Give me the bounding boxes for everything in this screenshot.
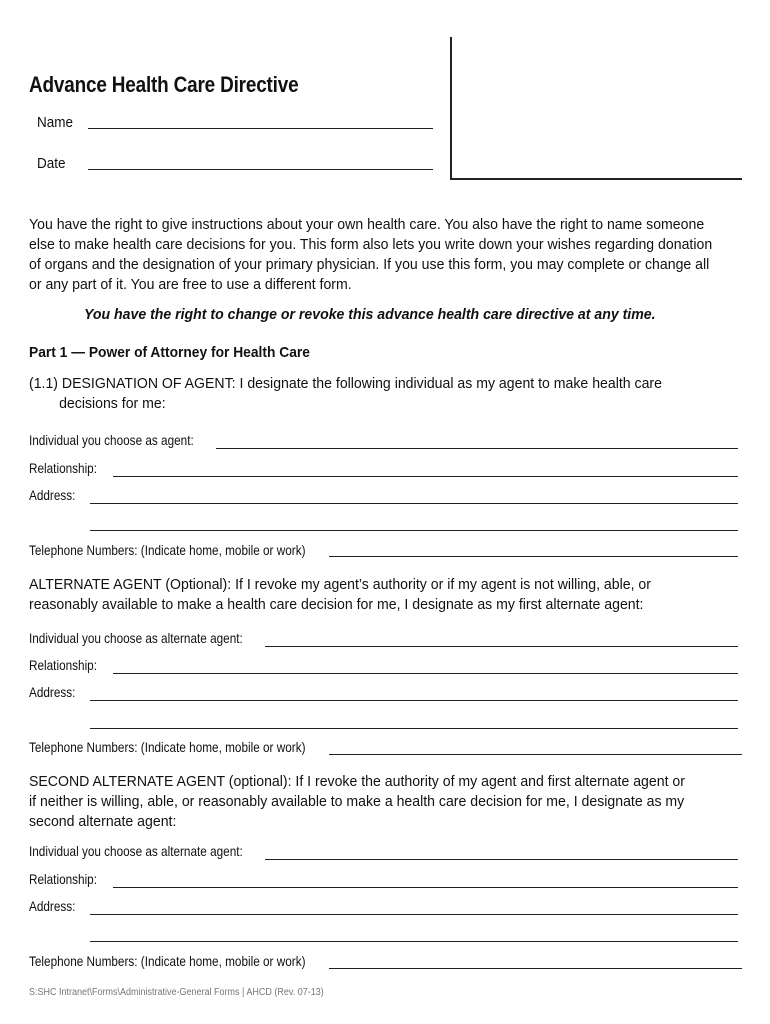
name-field[interactable] xyxy=(88,128,433,129)
label-box-bottom-border xyxy=(450,178,742,180)
agent-address-field-line1[interactable] xyxy=(90,503,738,504)
agent-address-label: Address: xyxy=(29,487,76,503)
agent-individual-label: Individual you choose as agent: xyxy=(29,432,194,448)
intro-line: else to make health care decisions for you. This form also lets you write down your wishes regarding donation xyxy=(29,236,713,253)
second-alternate-relationship-label: Relationship: xyxy=(29,871,97,887)
second-alternate-address-field-line2[interactable] xyxy=(90,941,738,942)
alternate-telephone-label: Telephone Numbers: (Indicate home, mobile or work) xyxy=(29,739,306,755)
second-alternate-individual-label: Individual you choose as alternate agent: xyxy=(29,843,243,859)
second-alternate-telephone-field[interactable] xyxy=(329,968,742,969)
agent-telephone-field[interactable] xyxy=(329,556,738,557)
intro-line: You have the right to give instructions about your own health care. You also have the right to name someone xyxy=(29,216,705,233)
second-alternate-address-field-line1[interactable] xyxy=(90,914,738,915)
label-box-left-border xyxy=(450,37,452,180)
agent-text-line: (1.1) DESIGNATION OF AGENT: I designate the following individual as my agent to make health care xyxy=(29,375,662,392)
alternate-individual-label: Individual you choose as alternate agent: xyxy=(29,630,243,646)
second-alternate-individual-field[interactable] xyxy=(265,859,738,860)
agent-address-field-line2[interactable] xyxy=(90,530,738,531)
intro-line: of organs and the designation of your primary physician. If you use this form, you may complete or change all xyxy=(29,256,710,273)
second-alternate-relationship-field[interactable] xyxy=(113,887,738,888)
alternate-individual-field[interactable] xyxy=(265,646,738,647)
alternate-relationship-label: Relationship: xyxy=(29,657,97,673)
name-label: Name xyxy=(37,114,74,131)
intro-line: or any part of it. You are free to use a different form. xyxy=(29,276,352,293)
page-title: Advance Health Care Directive xyxy=(29,72,299,97)
date-field[interactable] xyxy=(88,169,433,170)
agent-telephone-label: Telephone Numbers: (Indicate home, mobile or work) xyxy=(29,542,306,558)
agent-designation-text xyxy=(29,374,662,414)
alternate-address-label: Address: xyxy=(29,684,76,700)
alternate-text-line: reasonably available to make a health care decision for me, I designate as my first alternate agent: xyxy=(29,596,644,613)
agent-text-line: decisions for me: xyxy=(59,395,166,412)
intro-paragraph xyxy=(29,215,725,295)
second-alternate-agent-text xyxy=(29,772,685,832)
agent-relationship-field[interactable] xyxy=(113,476,738,477)
agent-individual-field[interactable] xyxy=(216,448,738,449)
agent-relationship-label: Relationship: xyxy=(29,460,97,476)
part1-heading: Part 1 — Power of Attorney for Health Care xyxy=(29,344,310,361)
alternate-telephone-field[interactable] xyxy=(329,754,742,755)
alternate-address-field-line2[interactable] xyxy=(90,728,738,729)
second-alternate-text-line: second alternate agent: xyxy=(29,813,177,830)
second-alternate-text-line: SECOND ALTERNATE AGENT (optional): If I revoke the authority of my agent and first alternate agent or xyxy=(29,773,685,790)
form-footer: S:SHC Intranet\Forms\Administrative-General Forms | AHCD (Rev. 07-13) xyxy=(29,987,324,998)
alternate-relationship-field[interactable] xyxy=(113,673,738,674)
date-label: Date xyxy=(37,155,66,172)
second-alternate-telephone-label: Telephone Numbers: (Indicate home, mobile or work) xyxy=(29,953,306,969)
second-alternate-address-label: Address: xyxy=(29,898,76,914)
alternate-agent-text xyxy=(29,575,651,615)
second-alternate-text-line: if neither is willing, able, or reasonably available to make a health care decision for me, I designate as my xyxy=(29,793,685,810)
revoke-notice: You have the right to change or revoke this advance health care directive at any time. xyxy=(84,306,656,323)
alternate-address-field-line1[interactable] xyxy=(90,700,738,701)
alternate-text-line: ALTERNATE AGENT (Optional): If I revoke my agent’s authority or if my agent is not willing, able, or xyxy=(29,576,651,593)
